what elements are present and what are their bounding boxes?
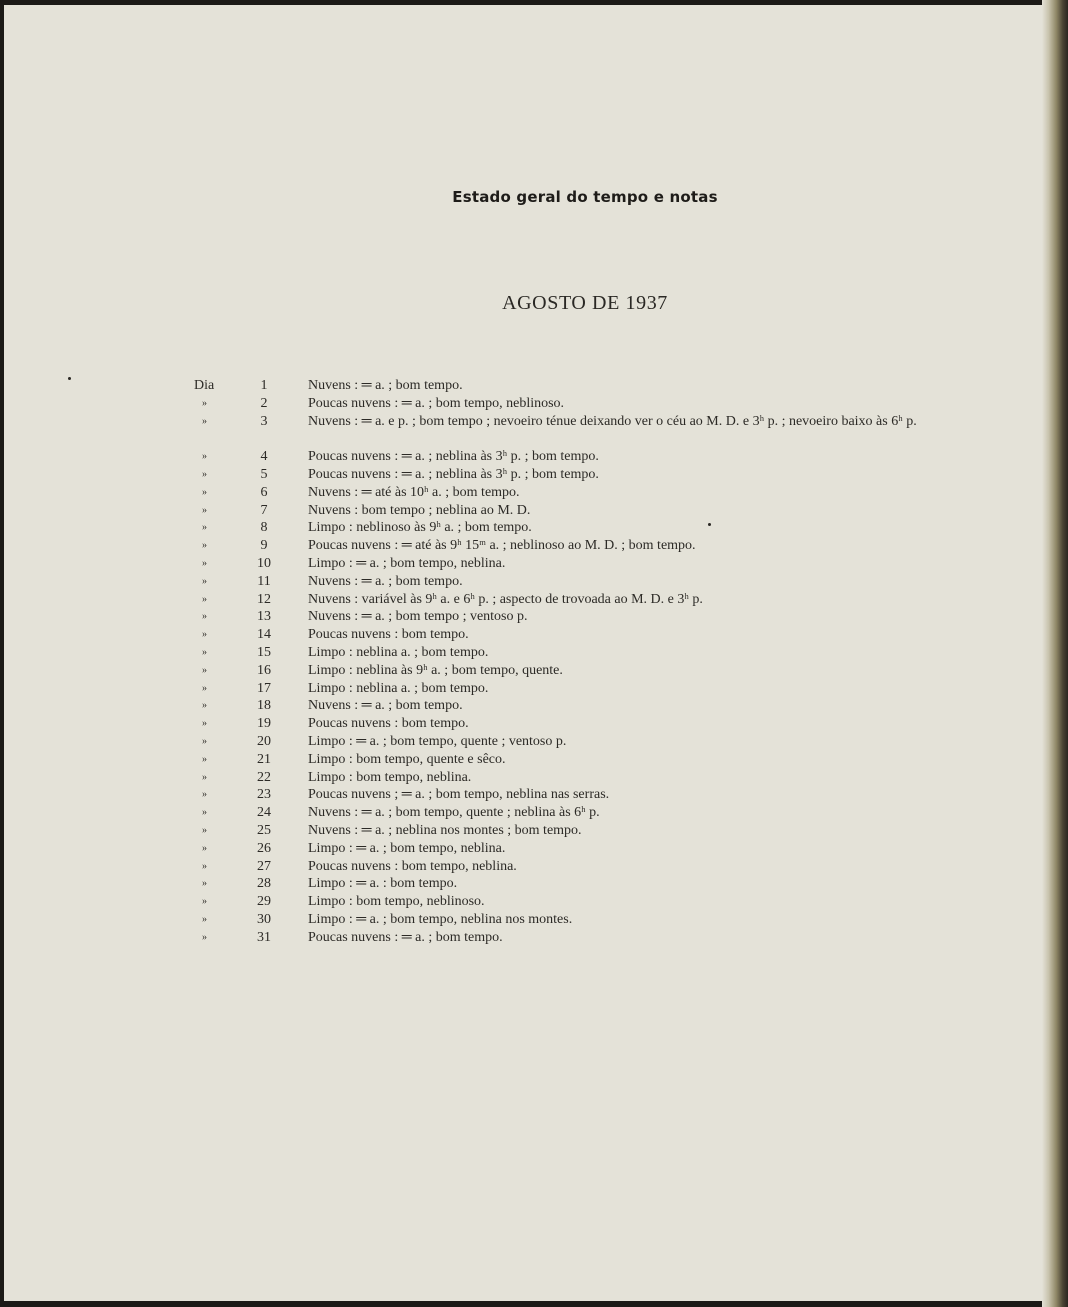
- ditto-mark: »: [202, 415, 207, 427]
- day-number: 28: [257, 876, 271, 892]
- table-row: [4, 644, 1046, 662]
- table-row: [4, 626, 1046, 644]
- day-number: 30: [257, 911, 271, 927]
- weather-note: Limpo : neblina a. ; bom tempo.: [308, 680, 489, 696]
- ditto-mark: »: [202, 931, 207, 943]
- ditto-mark: »: [202, 397, 207, 409]
- day-number: 11: [257, 573, 271, 589]
- weather-note: Limpo : ═ a. ; bom tempo, neblina.: [308, 555, 506, 571]
- ditto-mark: »: [202, 646, 207, 658]
- weather-note: Poucas nuvens : bom tempo.: [308, 716, 469, 732]
- weather-note: Limpo : neblina a. ; bom tempo.: [308, 644, 489, 660]
- weather-note: Nuvens : ═ a. ; bom tempo.: [308, 698, 463, 714]
- day-number: 5: [260, 466, 268, 482]
- book-gutter: [1042, 0, 1068, 1307]
- day-number: 21: [257, 751, 271, 767]
- day-number: 23: [257, 787, 271, 803]
- table-row: [4, 680, 1046, 698]
- table-row: [4, 466, 1046, 484]
- weather-note: Nuvens : variável às 9ʰ a. e 6ʰ p. ; aspecto de trovoada ao M. D. e 3ʰ p.: [308, 591, 703, 607]
- table-row: [4, 786, 1046, 804]
- ditto-mark: »: [202, 860, 207, 872]
- table-row: [4, 395, 1046, 413]
- weather-note: Poucas nuvens : ═ até às 9ʰ 15ᵐ a. ; neblinoso ao M. D. ; bom tempo.: [308, 538, 696, 554]
- table-row: [4, 929, 1046, 947]
- ditto-mark: »: [202, 878, 207, 890]
- day-number: 20: [257, 733, 271, 749]
- ditto-mark: »: [202, 753, 207, 765]
- weather-note: Limpo : neblinoso às 9ʰ a. ; bom tempo.: [308, 520, 532, 536]
- page-title: Estado geral do tempo e notas: [452, 188, 718, 206]
- ditto-mark: »: [202, 789, 207, 801]
- day-number: 26: [257, 840, 271, 856]
- day-number: 7: [260, 502, 268, 518]
- day-number: 27: [257, 858, 271, 874]
- weather-note: Poucas nuvens : ═ a. ; neblina às 3ʰ p. ; bom tempo.: [308, 466, 599, 482]
- weather-note: Limpo : bom tempo, neblina.: [308, 769, 472, 785]
- ditto-mark: »: [202, 700, 207, 712]
- day-number: 19: [257, 716, 271, 732]
- ditto-mark: »: [202, 540, 207, 552]
- page-subtitle: AGOSTO DE 1937: [502, 292, 668, 314]
- weather-note: Limpo : ═ a. ; bom tempo, neblina.: [308, 840, 506, 856]
- ditto-mark: »: [202, 664, 207, 676]
- ditto-mark: »: [202, 486, 207, 498]
- day-number: 8: [260, 520, 268, 536]
- table-row: [4, 697, 1046, 715]
- day-number: 24: [257, 805, 271, 821]
- day-number: 18: [257, 698, 271, 714]
- table-row: [4, 822, 1046, 840]
- table-row: [4, 733, 1046, 751]
- day-number: 16: [257, 662, 271, 678]
- table-row: [4, 662, 1046, 680]
- weather-table: [4, 377, 1046, 947]
- ditto-mark: »: [202, 824, 207, 836]
- day-number: 4: [260, 449, 268, 465]
- weather-note: Nuvens : ═ até às 10ʰ a. ; bom tempo.: [308, 484, 520, 500]
- day-number: 17: [257, 680, 271, 696]
- table-row: [4, 608, 1046, 626]
- ditto-mark: »: [202, 771, 207, 783]
- ditto-mark: »: [202, 504, 207, 516]
- day-number: 10: [257, 555, 271, 571]
- weather-note: Limpo : bom tempo, neblinoso.: [308, 894, 485, 910]
- day-number: 22: [257, 769, 271, 785]
- table-row: [4, 893, 1046, 911]
- ditto-mark: »: [202, 611, 207, 623]
- ditto-mark: »: [202, 735, 207, 747]
- table-row: [4, 519, 1046, 537]
- weather-note: Poucas nuvens : bom tempo.: [308, 627, 469, 643]
- ditto-mark: »: [202, 913, 207, 925]
- table-row: [4, 840, 1046, 858]
- weather-note: Poucas nuvens : ═ a. ; neblina às 3ʰ p. ; bom tempo.: [308, 449, 599, 465]
- day-number: 31: [257, 929, 271, 945]
- table-row: [4, 769, 1046, 787]
- day-number: 14: [257, 627, 271, 643]
- ditto-mark: »: [202, 593, 207, 605]
- weather-note: Nuvens : bom tempo ; neblina ao M. D.: [308, 502, 531, 518]
- ditto-mark: »: [202, 896, 207, 908]
- table-row: [4, 858, 1046, 876]
- weather-note: Limpo : bom tempo, quente e sêco.: [308, 751, 506, 767]
- ink-speck: [708, 523, 711, 526]
- day-number: 25: [257, 822, 271, 838]
- table-row: [4, 875, 1046, 893]
- ditto-mark: »: [202, 468, 207, 480]
- weather-note: Nuvens : ═ a. ; neblina nos montes ; bom tempo.: [308, 822, 582, 838]
- day-number: 13: [257, 609, 271, 625]
- weather-note: Nuvens : ═ a. ; bom tempo.: [308, 573, 463, 589]
- table-row: [4, 573, 1046, 591]
- table-row: [4, 911, 1046, 929]
- ditto-mark: »: [202, 807, 207, 819]
- weather-note: Limpo : ═ a. : bom tempo.: [308, 876, 458, 892]
- day-number: 12: [257, 591, 271, 607]
- ditto-mark: »: [202, 629, 207, 641]
- day-number: 29: [257, 894, 271, 910]
- weather-note: Poucas nuvens ; ═ a. ; bom tempo, neblina nas serras.: [308, 787, 610, 803]
- ditto-mark: »: [202, 522, 207, 534]
- day-number: 1: [260, 378, 268, 393]
- ditto-mark: »: [202, 557, 207, 569]
- weather-note: Nuvens : ═ a. e p. ; bom tempo ; nevoeiro ténue deixando ver o céu ao M. D. e 3ʰ p. ; nevoeiro baixo às 6ʰ p.: [308, 413, 917, 429]
- day-number: 9: [260, 538, 268, 554]
- table-row: [4, 715, 1046, 733]
- ditto-mark: »: [202, 682, 207, 694]
- weather-note: Poucas nuvens : bom tempo, neblina.: [308, 858, 517, 874]
- table-row: [4, 448, 1046, 466]
- document-page: [4, 5, 1046, 1301]
- table-row: [4, 591, 1046, 609]
- ditto-mark: »: [202, 575, 207, 587]
- weather-note: Poucas nuvens : ═ a. ; bom tempo, neblinoso.: [308, 395, 565, 411]
- weather-note: Poucas nuvens : ═ a. ; bom tempo.: [308, 929, 503, 945]
- table-row: [4, 377, 1046, 395]
- day-label: Dia: [194, 378, 215, 393]
- table-row: [4, 502, 1046, 520]
- table-row: [4, 484, 1046, 502]
- weather-note: Nuvens : ═ a. ; bom tempo ; ventoso p.: [308, 609, 528, 625]
- ditto-mark: »: [202, 718, 207, 730]
- table-row: [4, 751, 1046, 769]
- table-row: [4, 804, 1046, 822]
- day-number: 6: [260, 484, 268, 500]
- weather-note: Nuvens : ═ a. ; bom tempo.: [308, 378, 463, 393]
- table-row: [4, 555, 1046, 573]
- weather-note: Nuvens : ═ a. ; bom tempo, quente ; neblina às 6ʰ p.: [308, 805, 600, 821]
- table-row: [4, 413, 1046, 449]
- weather-note: Limpo : ═ a. ; bom tempo, quente ; ventoso p.: [308, 733, 567, 749]
- day-number: 15: [257, 644, 271, 660]
- day-number: 2: [260, 395, 268, 411]
- ditto-mark: »: [202, 451, 207, 463]
- weather-note: Limpo : neblina às 9ʰ a. ; bom tempo, quente.: [308, 662, 563, 678]
- ditto-mark: »: [202, 842, 207, 854]
- day-number: 3: [260, 413, 268, 429]
- table-row: [4, 537, 1046, 555]
- ink-speck: [68, 377, 71, 380]
- weather-note: Limpo : ═ a. ; bom tempo, neblina nos montes.: [308, 911, 573, 927]
